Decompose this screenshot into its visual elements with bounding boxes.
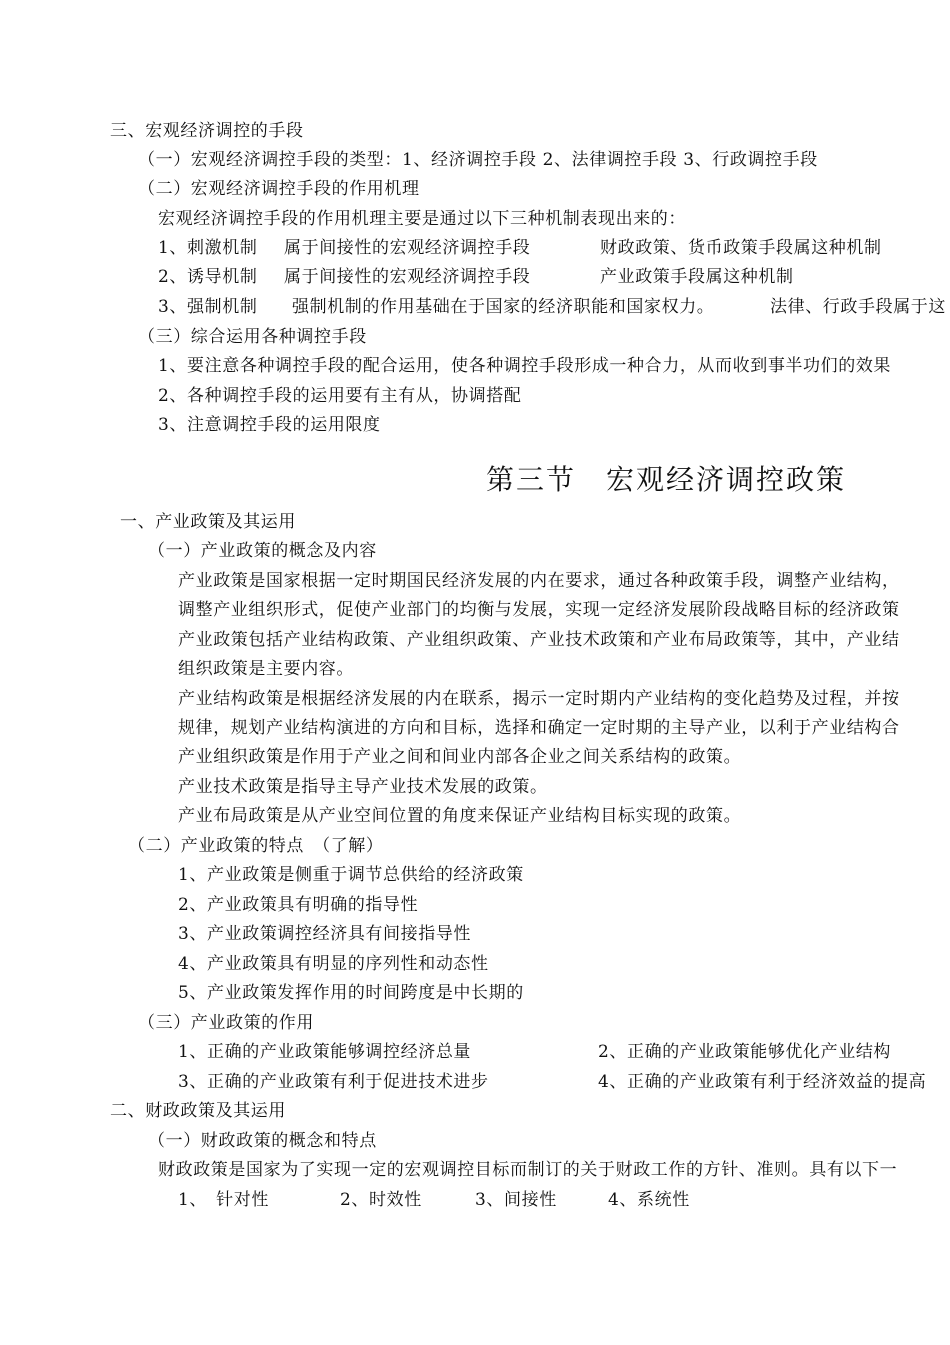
industry-features-heading: （二）产业政策的特点 （了解）	[128, 836, 384, 856]
role-item: 2、正确的产业政策能够优化产业结构	[598, 1042, 892, 1062]
paragraph-line: 调整产业组织形式，促使产业部门的均衡与发展，实现一定经济发展阶段战略目标的经济政策	[178, 600, 900, 620]
section-heading: 三、宏观经济调控的手段	[110, 121, 304, 141]
role-item: 4、正确的产业政策有利于经济效益的提高	[598, 1072, 927, 1092]
feature-item: 1、产业政策是侧重于调节总供给的经济政策	[178, 865, 524, 885]
fiscal-concept-heading: （一）财政政策的概念和特点	[148, 1131, 377, 1151]
chapter-title: 第三节 宏观经济调控政策	[486, 463, 847, 496]
industry-heading: 一、产业政策及其运用	[120, 512, 296, 532]
mechanism-name: 1、刺激机制	[158, 238, 258, 258]
industry-concept-heading: （一）产业政策的概念及内容	[148, 541, 377, 561]
combined-item: 3、注意调控手段的运用限度	[158, 415, 381, 435]
paragraph-line: 产业布局政策是从产业空间位置的角度来保证产业结构目标实现的政策。	[178, 806, 742, 826]
mechanism-desc: 强制机制的作用基础在于国家的经济职能和国家权力。	[292, 297, 715, 317]
paragraph-line: 产业政策包括产业结构政策、产业组织政策、产业技术政策和产业布局政策等，其中，产业结	[178, 630, 900, 650]
mechanism-heading: （二）宏观经济调控手段的作用机理	[138, 179, 420, 199]
mechanism-intro: 宏观经济调控手段的作用机理主要是通过以下三种机制表现出来的：	[158, 209, 686, 229]
paragraph-line: 组织政策是主要内容。	[178, 659, 354, 679]
trait-item: 3、间接性	[475, 1190, 557, 1210]
mechanism-note: 法律、行政手段属于这	[770, 297, 946, 317]
mechanism-name: 2、诱导机制	[158, 267, 258, 287]
mechanism-note: 财政政策、货币政策手段属这种机制	[600, 238, 882, 258]
role-item: 3、正确的产业政策有利于促进技术进步	[178, 1072, 489, 1092]
paragraph-line: 产业结构政策是根据经济发展的内在联系，揭示一定时期内产业结构的变化趋势及过程，并按	[178, 689, 900, 709]
feature-item: 5、产业政策发挥作用的时间跨度是中长期的	[178, 983, 524, 1003]
fiscal-concept-line: 财政政策是国家为了实现一定的宏观调控目标而制订的关于财政工作的方针、准则。具有以下一	[158, 1160, 898, 1180]
fiscal-heading: 二、财政政策及其运用	[110, 1101, 286, 1121]
combined-item: 2、各种调控手段的运用要有主有从，协调搭配	[158, 386, 522, 406]
mechanism-note: 产业政策手段属这种机制	[600, 267, 794, 287]
industry-roles-heading: （三）产业政策的作用	[138, 1013, 314, 1033]
paragraph-line: 规律，规划产业结构演进的方向和目标，选择和确定一定时期的主导产业，以利于产业结构合	[178, 718, 900, 738]
feature-item: 4、产业政策具有明显的序列性和动态性	[178, 954, 489, 974]
mechanism-desc: 属于间接性的宏观经济调控手段	[284, 238, 531, 258]
combined-item: 1、要注意各种调控手段的配合运用，使各种调控手段形成一种合力，从而收到事半功们的效果	[158, 356, 892, 376]
trait-item: 4、系统性	[608, 1190, 690, 1210]
paragraph-line: 产业组织政策是作用于产业之间和间业内部各企业之间关系结构的政策。	[178, 747, 742, 767]
feature-item: 2、产业政策具有明确的指导性	[178, 895, 419, 915]
combined-heading: （三）综合运用各种调控手段	[138, 327, 367, 347]
paragraph-line: 产业技术政策是指导主导产业技术发展的政策。	[178, 777, 548, 797]
paragraph-line: 产业政策是国家根据一定时期国民经济发展的内在要求，通过各种政策手段，调整产业结构，	[178, 571, 900, 591]
mechanism-desc: 属于间接性的宏观经济调控手段	[284, 267, 531, 287]
role-item: 1、正确的产业政策能够调控经济总量	[178, 1042, 472, 1062]
trait-item: 2、时效性	[340, 1190, 422, 1210]
feature-item: 3、产业政策调控经济具有间接指导性	[178, 924, 472, 944]
trait-item: 1、 针对性	[178, 1190, 269, 1210]
control-types-line: （一）宏观经济调控手段的类型：1、经济调控手段 2、法律调控手段 3、行政调控手段	[138, 150, 818, 170]
mechanism-name: 3、强制机制	[158, 297, 258, 317]
